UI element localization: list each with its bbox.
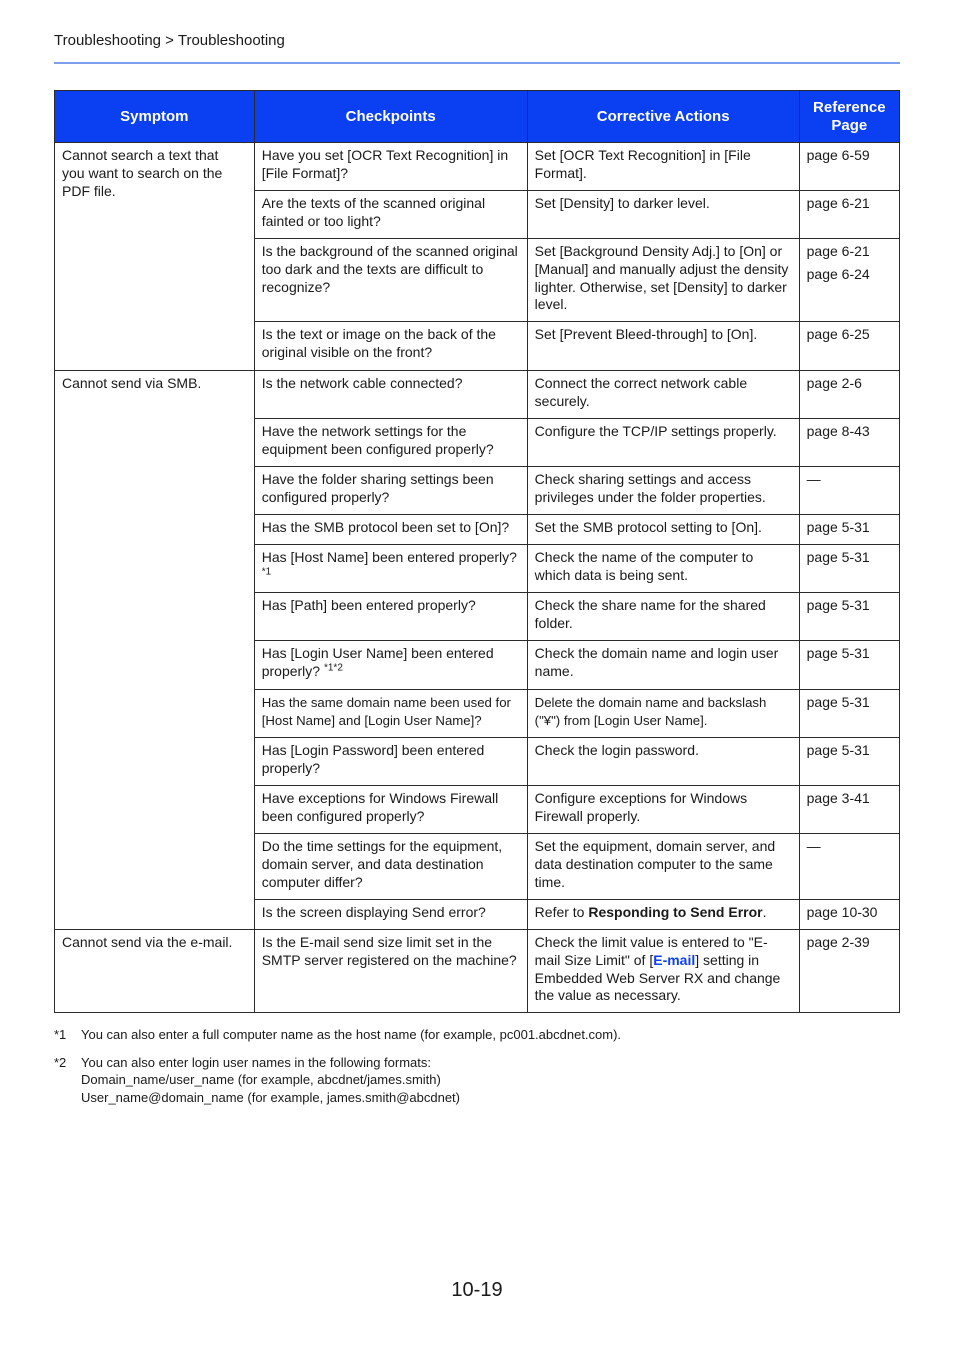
symptom-cell: Cannot send via the e-mail. xyxy=(55,930,255,1013)
reference-cell: page 6-25 xyxy=(799,322,899,371)
action-cell: Check the domain name and login user name. xyxy=(527,641,799,690)
action-cell: Set [OCR Text Recognition] in [File Format]. xyxy=(527,143,799,191)
troubleshooting-table xyxy=(54,90,900,1013)
checkpoint-cell: Is the text or image on the back of the original visible on the front? xyxy=(254,322,527,371)
checkpoint-cell: Have the folder sharing settings been configured properly? xyxy=(254,467,527,515)
checkpoint-cell: Have you set [OCR Text Recognition] in [File Format]? xyxy=(254,143,527,191)
action-cell xyxy=(527,900,799,930)
footnote-text: Domain_name/user_name (for example, abcdnet/james.smith) xyxy=(81,1072,441,1087)
table-header-row xyxy=(55,91,900,143)
reference-cell: page 3-41 xyxy=(799,786,899,834)
action-cell: Check the name of the computer to which data is being sent. xyxy=(527,545,799,593)
checkpoint-cell: Are the texts of the scanned original fainted or too light? xyxy=(254,191,527,239)
footnotes xyxy=(54,1026,900,1116)
reference-cell: — xyxy=(799,467,899,515)
checkpoint-cell: Has the SMB protocol been set to [On]? xyxy=(254,515,527,545)
footnote xyxy=(54,1026,900,1044)
checkpoint-cell: Is the network cable connected? xyxy=(254,371,527,419)
table-row xyxy=(55,143,900,191)
action-text: Check the limit value is entered to "E-mail Size Limit" of [ xyxy=(534,934,768,968)
checkpoint-cell: Do the time settings for the equipment, domain server, and data destination computer differ? xyxy=(254,834,527,900)
action-cell: Set [Background Density Adj.] to [On] or [Manual] and manually adjust the density lighter. Otherwise, set [Density] to darker level. xyxy=(527,239,799,322)
column-header-corrective-actions: Corrective Actions xyxy=(527,91,799,143)
action-cell: Check sharing settings and access privileges under the folder properties. xyxy=(527,467,799,515)
symptom-cell: Cannot search a text that you want to search on the PDF file. xyxy=(55,143,255,371)
footnote-reference: *1*2 xyxy=(323,662,343,674)
reference-cell: page 6-59 xyxy=(799,143,899,191)
checkpoint-cell xyxy=(254,545,527,593)
reference-text: page 6-24 xyxy=(806,265,870,282)
reference-cell: page 2-6 xyxy=(799,371,899,419)
checkpoint-cell: Is the E-mail send size limit set in the SMTP server registered on the machine? xyxy=(254,930,527,1013)
footnote xyxy=(54,1054,900,1107)
column-header-reference-page: Reference Page xyxy=(799,91,899,143)
column-header-checkpoints: Checkpoints xyxy=(254,91,527,143)
reference-cell: page 8-43 xyxy=(799,419,899,467)
reference-cell: page 5-31 xyxy=(799,545,899,593)
table-row xyxy=(55,371,900,419)
page-number: 10-19 xyxy=(451,1279,503,1301)
footnote-text: You can also enter a full computer name as the host name (for example, pc001.abcdnet.com). xyxy=(81,1027,622,1042)
action-text: ] setting in Embedded Web Server RX and change the value as necessary. xyxy=(534,951,781,1004)
footnote-text: You can also enter login user names in the following formats: xyxy=(81,1054,431,1070)
reference-cell: page 5-31 xyxy=(799,738,899,786)
action-text: . xyxy=(762,904,767,920)
reference-cell: page 5-31 xyxy=(799,641,899,690)
checkpoint-cell: Is the screen displaying Send error? xyxy=(254,900,527,930)
header-divider xyxy=(54,62,900,64)
checkpoint-cell: Has [Login Password] been entered properly? xyxy=(254,738,527,786)
breadcrumb: Troubleshooting > Troubleshooting xyxy=(54,32,285,49)
column-header-symptom: Symptom xyxy=(55,91,255,143)
checkpoint-cell: Have exceptions for Windows Firewall been configured properly? xyxy=(254,786,527,834)
action-cell: Check the share name for the shared folder. xyxy=(527,593,799,641)
action-cell: Delete the domain name and backslash ("¥") from [Login User Name]. xyxy=(527,690,799,738)
checkpoint-cell: Has [Path] been entered properly? xyxy=(254,593,527,641)
reference-text: page 6-21 xyxy=(806,243,870,259)
checkpoint-cell: Have the network settings for the equipment been configured properly? xyxy=(254,419,527,467)
table-row xyxy=(55,930,900,1013)
reference-cell xyxy=(799,239,899,322)
action-text: Refer to xyxy=(534,904,589,920)
symptom-cell: Cannot send via SMB. xyxy=(55,371,255,930)
reference-cell: page 10-30 xyxy=(799,900,899,930)
action-cell: Check the login password. xyxy=(527,738,799,786)
action-cell: Set the equipment, domain server, and data destination computer to the same time. xyxy=(527,834,799,900)
action-cell: Configure exceptions for Windows Firewall properly. xyxy=(527,786,799,834)
reference-cell: page 5-31 xyxy=(799,515,899,545)
reference-cell: page 6-21 xyxy=(799,191,899,239)
checkpoint-text: Has [Login User Name] been entered properly? xyxy=(261,645,494,679)
action-cell: Set [Prevent Bleed-through] to [On]. xyxy=(527,322,799,371)
reference-cell: page 2-39 xyxy=(799,930,899,1013)
reference-cell: page 5-31 xyxy=(799,593,899,641)
checkpoint-cell xyxy=(254,641,527,690)
section-reference: Responding to Send Error xyxy=(588,904,763,920)
action-cell: Set [Density] to darker level. xyxy=(527,191,799,239)
action-cell: Connect the correct network cable securely. xyxy=(527,371,799,419)
footnote-reference: *1 xyxy=(261,566,272,578)
reference-cell: page 5-31 xyxy=(799,690,899,738)
checkpoint-text: Has [Host Name] been entered properly? xyxy=(261,549,517,565)
action-cell: Set the SMB protocol setting to [On]. xyxy=(527,515,799,545)
email-setting-link[interactable]: E-mail xyxy=(653,951,696,968)
footnote-mark: *1 xyxy=(54,1027,67,1042)
footnote-text: User_name@domain_name (for example, james.smith@abcdnet) xyxy=(81,1089,460,1105)
footnote-mark: *2 xyxy=(54,1054,67,1070)
reference-cell: — xyxy=(799,834,899,900)
action-cell: Configure the TCP/IP settings properly. xyxy=(527,419,799,467)
checkpoint-cell: Has the same domain name been used for [Host Name] and [Login User Name]? xyxy=(254,690,527,738)
action-cell xyxy=(527,930,799,1013)
checkpoint-cell: Is the background of the scanned original too dark and the texts are difficult to recognize? xyxy=(254,239,527,322)
